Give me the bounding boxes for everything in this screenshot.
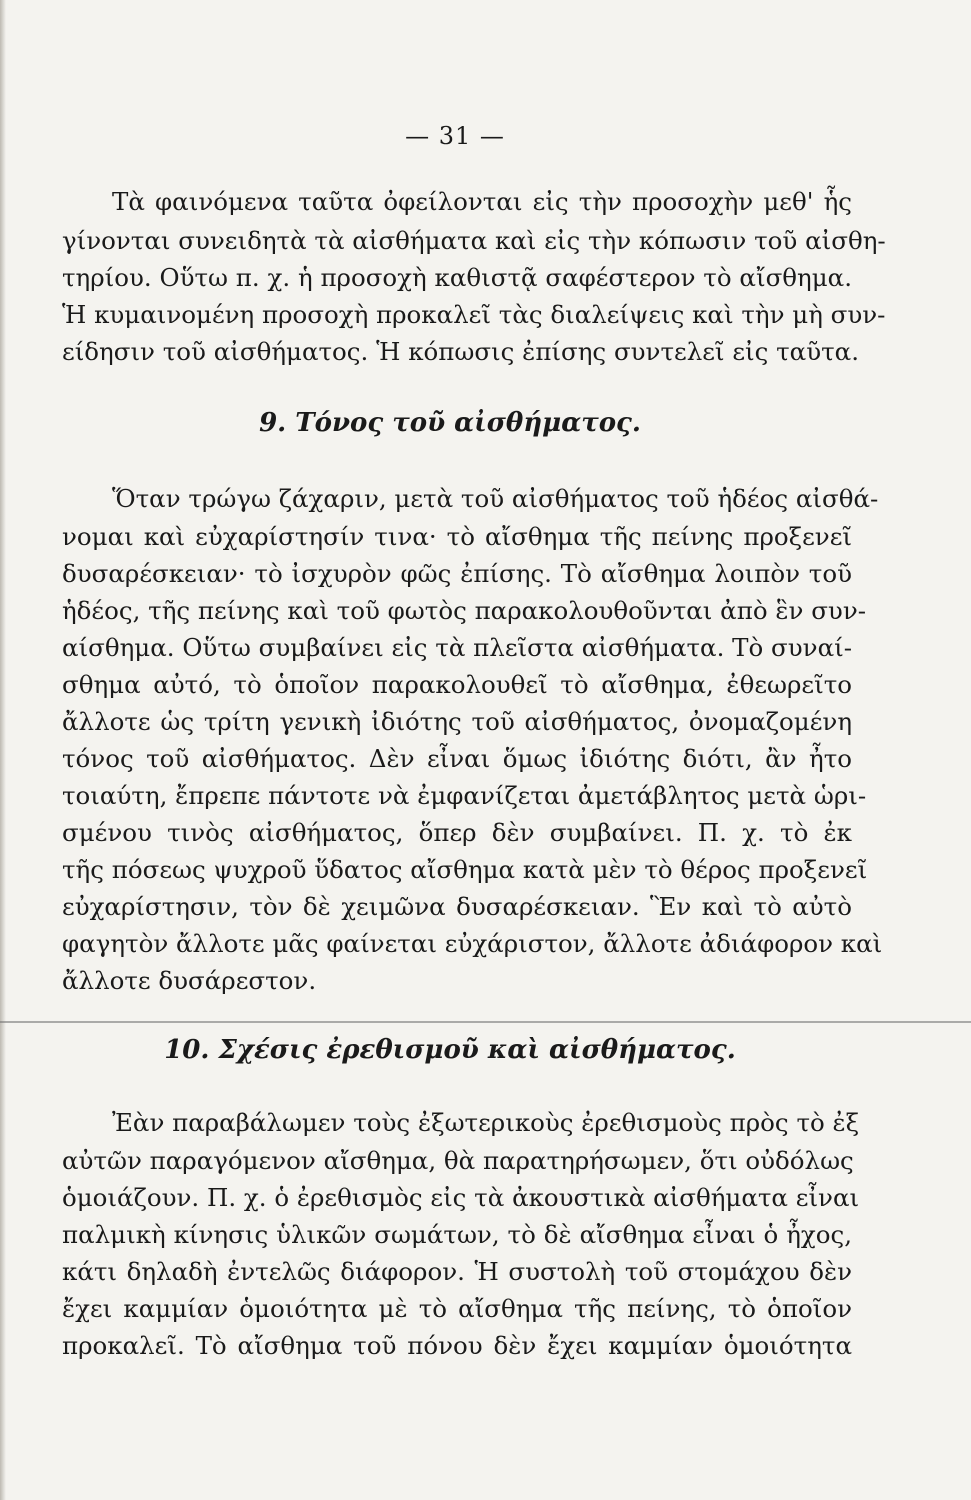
paragraph-1-line: είδησιν τοῦ αἰσθήματος. Ἡ κόπωσις ἐπίσης συντελεῖ εἰς ταῦτα.	[62, 337, 860, 366]
paragraph-2-line: ἄλλοτε ὡς τρίτη γενικὴ ἰδιότης τοῦ αἰσθήματος, ὀνομαζομένη	[62, 707, 852, 736]
paragraph-2-line: τῆς πόσεως ψυχροῦ ὕδατος αἴσθημα κατὰ μὲν τὸ θέρος προξενεῖ	[62, 855, 868, 884]
paragraph-2-line: τοιαύτη, ἔπρεπε πάντοτε νὰ ἐμφανίζεται ἀμετάβλητος μετὰ ὡρι-	[62, 781, 867, 810]
paragraph-2-line: δυσαρέσκειαν· τὸ ἰσχυρὸν φῶς ἐπίσης. Τὸ αἴσθημα λοιπὸν τοῦ	[62, 559, 852, 588]
section-heading-9: 9. Τόνος τοῦ αἰσθήματος.	[259, 408, 641, 438]
paragraph-2-line: ἡδέος, τῆς πείνης καὶ τοῦ φωτὸς παρακολουθοῦνται ἀπὸ ἓν συν-	[62, 596, 866, 625]
paragraph-2-line: Ὅταν τρώγω ζάχαριν, μετὰ τοῦ αἰσθήματος τοῦ ἡδέος αἰσθά-	[112, 484, 879, 513]
page-number: — 31 —	[405, 122, 505, 150]
paragraph-2-line: ἄλλοτε δυσάρεστον.	[62, 966, 317, 995]
paragraph-1-line: γίνονται συνειδητὰ τὰ αἰσθήματα καὶ εἰς τὴν κόπωσιν τοῦ αἰσθη-	[62, 226, 886, 255]
paragraph-3-line: κάτι δηλαδὴ ἐντελῶς διάφορον. Ἡ συστολὴ τοῦ στομάχου δὲν	[62, 1257, 852, 1286]
paragraph-3-line: ὁμοιάζουν. Π. χ. ὁ ἐρεθισμὸς εἰς τὰ ἀκουστικὰ αἰσθήματα εἶναι	[62, 1183, 860, 1212]
scan-artifact-line	[0, 1021, 971, 1023]
section-heading-10: 10. Σχέσις ἐρεθισμοῦ καὶ αἰσθήματος.	[164, 1035, 736, 1065]
paragraph-2-line: σθημα αὐτό, τὸ ὁποῖον παρακολουθεῖ τὸ αἴσθημα, ἐθεωρεῖτο	[62, 670, 852, 699]
paragraph-3-line: προκαλεῖ. Τὸ αἴσθημα τοῦ πόνου δὲν ἔχει καμμίαν ὁμοιότητα	[62, 1331, 852, 1360]
paragraph-1-line: Τὰ φαινόμενα ταῦτα ὀφείλονται εἰς τὴν προσοχὴν μεθ' ἧς	[112, 187, 852, 216]
paragraph-2-line: σμένου τινὸς αἰσθήματος, ὅπερ δὲν συμβαίνει. Π. χ. τὸ ἐκ	[62, 818, 852, 847]
paragraph-3-line: αὐτῶν παραγόμενον αἴσθημα, θὰ παρατηρήσωμεν, ὅτι οὐδόλως	[62, 1146, 854, 1175]
paragraph-3-line: Ἐὰν παραβάλωμεν τοὺς ἐξωτερικοὺς ἐρεθισμοὺς πρὸς τὸ ἐξ	[112, 1108, 860, 1137]
paragraph-2-line: αίσθημα. Οὕτω συμβαίνει εἰς τὰ πλεῖστα αἰσθήματα. Τὸ συναί-	[62, 633, 852, 662]
paragraph-1-line: Ἡ κυμαινομένη προσοχὴ προκαλεῖ τὰς διαλείψεις καὶ τὴν μὴ συν-	[62, 300, 886, 329]
paragraph-3-line: παλμικὴ κίνησις ὑλικῶν σωμάτων, τὸ δὲ αἴσθημα εἶναι ὁ ἦχος,	[62, 1220, 852, 1249]
paragraph-3-line: ἔχει καμμίαν ὁμοιότητα μὲ τὸ αἴσθημα τῆς πείνης, τὸ ὁποῖον	[62, 1294, 852, 1323]
paragraph-1-line: τηρίου. Οὕτω π. χ. ἡ προσοχὴ καθιστᾷ σαφέστερον τὸ αἴσθημα.	[62, 263, 852, 292]
page-edge-shadow	[0, 0, 6, 1500]
paragraph-2-line: τόνος τοῦ αἰσθήματος. Δὲν εἶναι ὅμως ἰδιότης διότι, ἂν ἦτο	[62, 744, 852, 773]
paragraph-2-line: εὐχαρίστησιν, τὸν δὲ χειμῶνα δυσαρέσκειαν. Ἓν καὶ τὸ αὐτὸ	[62, 892, 852, 921]
paragraph-2-line: φαγητὸν ἄλλοτε μᾶς φαίνεται εὐχάριστον, ἄλλοτε ἀδιάφορον καὶ	[62, 929, 883, 958]
paragraph-2-line: νομαι καὶ εὐχαρίστησίν τινα· τὸ αἴσθημα τῆς πείνης προξενεῖ	[62, 522, 852, 551]
